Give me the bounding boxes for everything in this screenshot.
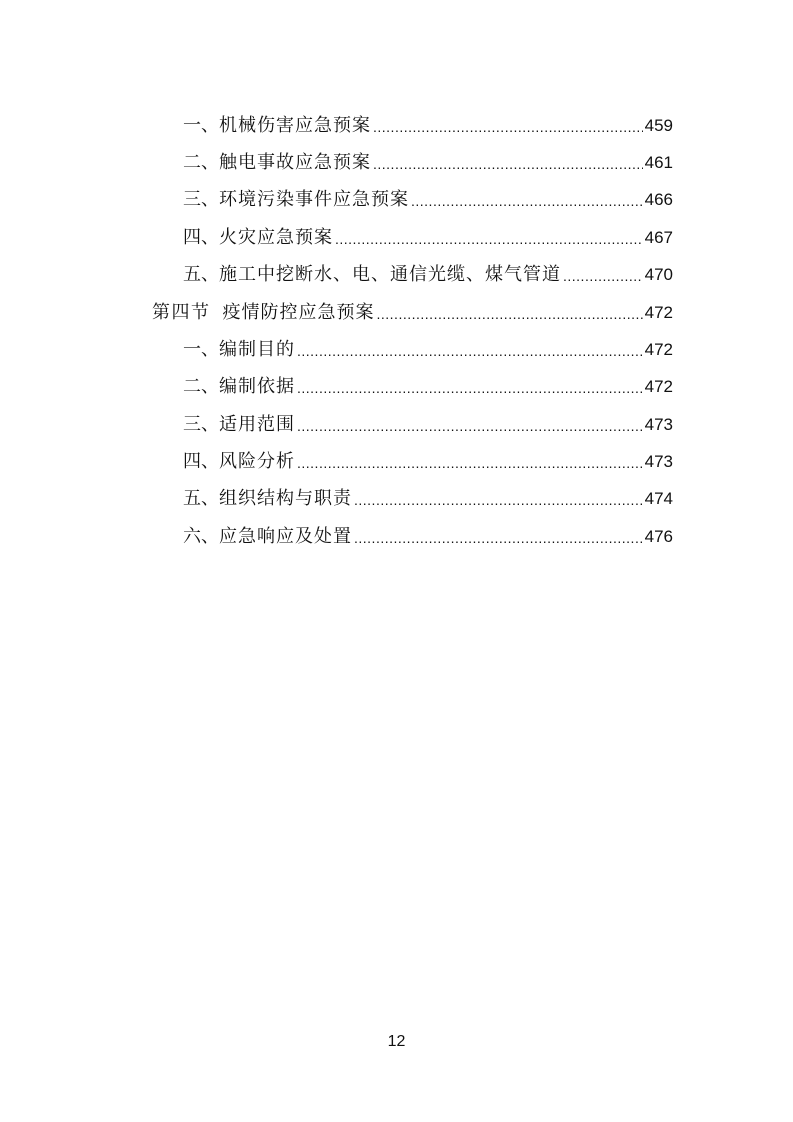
toc-dot-leader	[297, 342, 643, 362]
toc-section-prefix: 第四节	[152, 302, 211, 323]
toc-entry-title: 组织结构与职责	[219, 488, 352, 509]
toc-entry-prefix: 三、	[183, 414, 219, 435]
toc-dot-leader	[563, 267, 643, 287]
toc-entry-title: 环境污染事件应急预案	[219, 189, 409, 210]
toc-entry[interactable]	[183, 362, 673, 399]
toc-entry-prefix: 五、	[183, 488, 219, 509]
toc-entry-title: 施工中挖断水、电、通信光缆、煤气管道	[219, 264, 561, 285]
toc-entry-page: 467	[644, 228, 673, 247]
toc-dot-leader	[377, 305, 643, 325]
toc-entry-prefix: 四、	[183, 451, 219, 472]
toc-dot-leader	[354, 529, 643, 549]
toc-entry[interactable]	[183, 250, 673, 287]
toc-entry-page: 459	[644, 116, 673, 135]
toc-entry-page: 473	[644, 415, 673, 434]
toc-entry-prefix: 一、	[183, 339, 219, 360]
toc-entry-page: 473	[644, 452, 673, 471]
toc-entry-title: 风险分析	[219, 451, 295, 472]
toc-entry-title: 火灾应急预案	[219, 227, 333, 248]
toc-entry-page: 472	[644, 340, 673, 359]
toc-entry[interactable]	[183, 512, 673, 549]
toc-entry[interactable]	[183, 175, 673, 212]
toc-entry-title: 编制目的	[219, 339, 295, 360]
toc-section-entry[interactable]	[152, 288, 673, 325]
toc-dot-leader	[297, 379, 643, 399]
toc-entry-page: 474	[644, 489, 673, 508]
toc-entry-prefix: 二、	[183, 376, 219, 397]
toc-entry-prefix: 六、	[183, 526, 219, 547]
toc-entry-prefix: 一、	[183, 115, 219, 136]
toc-dot-leader	[297, 454, 643, 474]
toc-dot-leader	[335, 230, 643, 250]
toc-entry-page: 466	[644, 190, 673, 209]
toc-dot-leader	[411, 192, 643, 212]
toc-entry[interactable]	[183, 325, 673, 362]
toc-entry-page: 470	[644, 265, 673, 284]
toc-entry-prefix: 三、	[183, 189, 219, 210]
toc-entry-page: 476	[644, 527, 673, 546]
toc-entry-title: 应急响应及处置	[219, 526, 352, 547]
toc-dot-leader	[373, 118, 643, 138]
toc-entry[interactable]	[183, 474, 673, 511]
toc-entry-title: 机械伤害应急预案	[219, 115, 371, 136]
toc-dot-leader	[373, 155, 643, 175]
toc-entry[interactable]	[183, 101, 673, 138]
toc-entry[interactable]	[183, 400, 673, 437]
toc-entry[interactable]	[183, 213, 673, 250]
toc-entry-title: 疫情防控应急预案	[222, 302, 375, 323]
toc-entry-prefix: 四、	[183, 227, 219, 248]
toc-entry-prefix: 二、	[183, 152, 219, 173]
toc-entry-page: 472	[644, 303, 673, 322]
toc-entry-title: 触电事故应急预案	[219, 152, 371, 173]
toc-entry-page: 472	[644, 377, 673, 396]
toc-dot-leader	[297, 417, 643, 437]
toc-entry-title: 编制依据	[219, 376, 295, 397]
toc-entry-prefix: 五、	[183, 264, 219, 285]
page-number: 12	[387, 1033, 406, 1050]
toc-entry[interactable]	[183, 437, 673, 474]
toc-dot-leader	[354, 491, 643, 511]
toc-entry[interactable]	[183, 138, 673, 175]
toc-entry-page: 461	[644, 153, 673, 172]
toc-entry-title: 适用范围	[219, 414, 295, 435]
